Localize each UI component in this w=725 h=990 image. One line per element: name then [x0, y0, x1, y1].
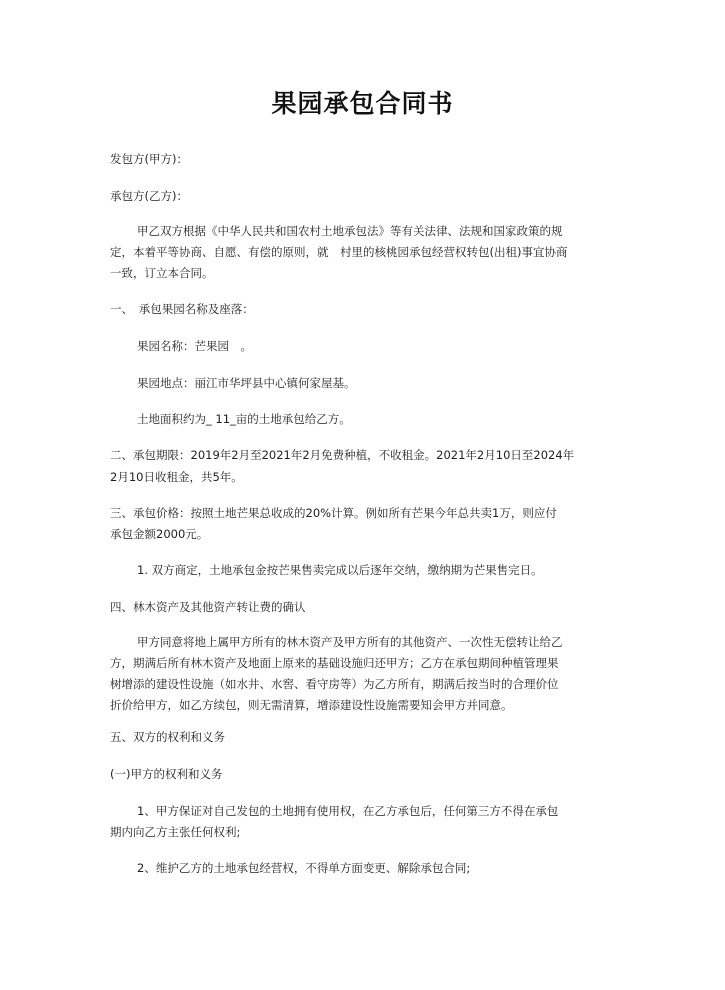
- section-3-line-2: 承包金额2000元。: [110, 527, 209, 541]
- party-a-label: 发包方(甲方)：: [110, 152, 188, 166]
- intro-line-3: 一致，订立本合同。: [110, 266, 214, 280]
- section-3-item-1: 1. 双方商定，土地承包金按芒果售卖完成以后逐年交纳，缴纳期为芒果售完日。: [137, 563, 543, 577]
- section-2-line-2: 2月10日收租金，共5年。: [110, 470, 243, 484]
- section-4-line-2: 方，期满后所有林木资产及地面上原来的基础设施归还甲方；乙方在承包期间种植管理果: [110, 656, 559, 670]
- section-2-line-1: 二、承包期限：2019年2月至2021年2月免费种植，不收租金。2021年2月10日至2024年: [110, 448, 575, 462]
- section-5-item-1-line-1: 1、甲方保证对自己发包的土地拥有使用权，在乙方承包后，任何第三方不得在承包: [137, 804, 559, 818]
- section-5-sub-1: (一)甲方的权利和义务: [110, 767, 223, 781]
- party-b-label: 承包方(乙方)：: [110, 189, 188, 203]
- section-4-line-4: 折价给甲方，如乙方续包，则无需清算，增添建设性设施需要知会甲方并同意。: [110, 698, 513, 712]
- section-5-heading: 五、双方的权利和义务: [110, 730, 225, 744]
- orchard-location: 果园地点：丽江市华坪县中心镇何家屋基。: [137, 376, 356, 390]
- section-4-line-3: 树增添的建设性设施（如水井、水窖、看守房等）为乙方所有，期满后按当时的合理价位: [110, 677, 559, 691]
- orchard-name: 果园名称：芒果园 。: [137, 339, 252, 353]
- section-4-line-1: 甲方同意将地上属甲方所有的林木资产及甲方所有的其他资产、一次性无偿转让给乙: [137, 635, 563, 649]
- land-area: 土地面积约为_ 11_亩的土地承包给乙方。: [137, 412, 351, 426]
- section-4-heading: 四、林木资产及其他资产转让费的确认: [110, 600, 306, 614]
- intro-line-1: 甲乙双方根据《中华人民共和国农村土地承包法》等有关法律、法规和国家政策的规: [137, 224, 563, 238]
- section-5-item-1-line-2: 期内向乙方主张任何权利;: [110, 825, 241, 839]
- section-1-heading: 一、 承包果园名称及座落：: [110, 302, 254, 316]
- section-3-line-1: 三、承包价格：按照土地芒果总收成的20%计算。例如所有芒果今年总共卖1万，则应付: [110, 506, 557, 520]
- intro-line-2: 定，本着平等协商、自愿、有偿的原则，就 村里的核桃园承包经营权转包(出租)事宜协商: [110, 245, 568, 259]
- section-5-item-2: 2、维护乙方的土地承包经营权，不得单方面变更、解除承包合同;: [137, 861, 471, 875]
- document-title: 果园承包合同书: [271, 89, 454, 118]
